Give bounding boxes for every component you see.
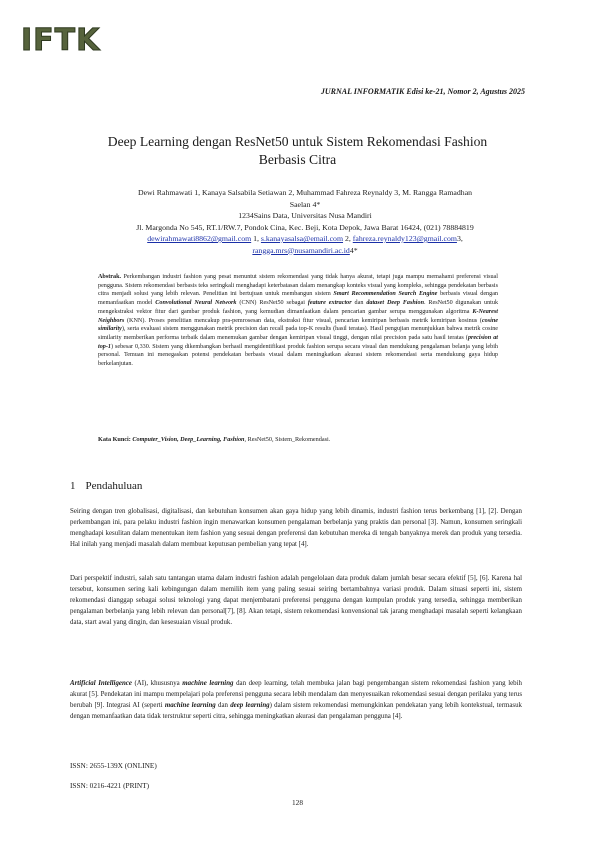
keywords-rest: , ResNet50, Sistem_Rekomendasi. — [244, 436, 331, 443]
body-text: dan deep learning, telah membuka jalan bagi pengembangan sistem rekomendasi fashion yang lebih akurat [5]. Pendekatan ini mampu mempelajari pola preferensi pengguna secara lebih mendalam dan menyesuaikan rekomendasi sesuai dengan perilaku yang terus berubah [9]. Integrasi AI (seperti — [70, 680, 522, 709]
journal-logo — [20, 22, 102, 56]
abstract-term: feature extractor — [307, 300, 352, 307]
title-line-1: Deep Learning dengan ResNet50 untuk Sistem Rekomendasi Fashion — [107, 134, 488, 149]
email-link-4[interactable]: rangga.mrs@nusamandiri.ac.id — [252, 245, 350, 255]
email-link-2[interactable]: s.kanayasalsa@email.com — [260, 234, 344, 243]
issn-online: ISSN: 2655-139X (ONLINE) — [70, 761, 157, 770]
abstract — [98, 273, 498, 369]
body-term: machine learning — [164, 702, 216, 709]
abstract-term: dataset Deep Fashion — [366, 300, 424, 307]
email-link-3[interactable]: fahreza.reynaldy123@gmail.com — [352, 234, 457, 243]
abstract-text: . ResNet50 digunakan untuk mengekstraksi vektor fitur dari gambar produk fashion, yang kemudian dimanfaatkan dalam pencarian gambar serupa menggunakan algoritma — [98, 300, 499, 315]
body-term: Artificial Intelligence — [70, 680, 132, 687]
keywords — [98, 436, 498, 443]
email-sep: 2, — [343, 234, 353, 243]
email-link-1[interactable]: dewirahmawati8862@gmail.com — [147, 234, 252, 243]
abstract-term: precision at top-1 — [98, 334, 498, 350]
body-paragraph-1: Seiring dengan tren globalisasi, digitalisasi, dan kebutuhan konsumen akan gaya hidup yang lebih dinamis, industri fashion terus berkembang [1], [2]. Dengan perkembangan ini, para pelaku industri fashion ingin menawarkan konsumen pengalaman berbelanja yang praktis dan personal [3]. Namun, konsumen seringkali menghadapi kesulitan dalam menentukan item fashion yang sesuai dengan preferensi dan kebutuhan mereka di tengah banyaknya merek dan produk yang tersedia. Hal inilah yang menjadi masalah dalam membuat keputusan pembelian yang tepat [4]. — [70, 508, 522, 548]
abstract-term: cosine similarity — [98, 317, 498, 333]
abstract-text: ), serta evaluasi sistem menggunakan metrik precision dan recall pada top-K results (hasil teratas). Hasil pengujian menunjukkan bahwa metrik cosine similarity memberikan performa terbaik dalam menemukan gambar dengan kemiripan visual tinggi, dengan nilai precision pada satu hasil teratas ( — [98, 326, 498, 341]
logo-text: IFTK — [21, 23, 101, 56]
keywords-italic: Computer_Vision, Deep_Learning, Fashion — [132, 436, 245, 443]
section-title: Pendahuluan — [85, 480, 143, 492]
body-term: machine learning — [182, 680, 234, 687]
abstract-text: dan — [351, 300, 367, 307]
email-sep: 1, — [251, 234, 261, 243]
body-text: (AI), khususnya — [131, 680, 183, 687]
body-term: deep learning — [230, 702, 270, 709]
body-paragraph-3 — [70, 678, 522, 722]
page-number: 128 — [292, 798, 303, 807]
email-sep: 4* — [349, 245, 358, 255]
email-line-2 — [95, 245, 515, 257]
section-heading — [70, 480, 152, 492]
abstract-term: K-Nearest Neighbors — [98, 308, 498, 324]
paper-title — [60, 133, 535, 169]
abstract-text: (CNN) ResNet50 sebagai — [236, 300, 308, 307]
email-line — [95, 233, 515, 245]
abstract-term: Convolutional Neural Network — [155, 300, 237, 307]
title-line-2: Berbasis Citra — [258, 152, 337, 167]
address: Jl. Margonda No 545, RT.1/RW.7, Pondok Cina, Kec. Beji, Kota Depok, Jawa Barat 16424, (021) 78884819 — [136, 222, 474, 232]
body-text: ) dalam sistem rekomendasi memungkinkan pendekatan yang lebih kontekstual, termasuk dengan memanfaatkan data tidak terstruktur seperti citra, sehingga meningkatkan akurasi dan pengalaman pengguna [4]. — [70, 702, 522, 720]
section-number: 1 — [70, 480, 76, 492]
abstract-text: (KNN). Proses penelitian mencakup pra-pemrosesan data, ekstraksi fitur visual, pencarian kemiripan berbasis metrik kemiripan kosinus ( — [124, 317, 482, 324]
issn-print: ISSN: 0216-4221 (PRINT) — [70, 781, 150, 790]
keywords-label: Kata Kunci: — [98, 436, 131, 443]
affiliation: 1234Sains Data, Universitas Nusa Mandiri — [238, 211, 372, 220]
abstract-label: Abstrak. — [98, 274, 122, 280]
author-names-cont: Saelan 4* — [289, 199, 321, 209]
author-names: Dewi Rahmawati 1, Kanaya Salsabila Setiawan 2, Muhammad Fahreza Reynaldy 3, M. Rangga Ramadhan — [137, 188, 473, 197]
journal-issue-line: JURNAL INFORMATIK Edisi ke-21, Nomor 2, Agustus 2025 — [320, 87, 525, 96]
author-block — [95, 187, 515, 256]
abstract-text: ) sebesar 0,330. Sistem yang dikembangkan berhasil mengidentifikasi produk fashion serupa secara visual dan mendukung pengalaman belanja yang lebih personal. Temuan ini menegaskan potensi pendekatan berbasis visual dalam meningkatkan akurasi sistem rekomendasi serta mendukung gaya hidup berkelanjutan. — [98, 343, 498, 368]
abstract-term: Smart Recommendation Search Engine — [333, 291, 438, 298]
abstract-text: Perkembangan industri fashion yang pesat menuntut sistem rekomendasi yang tidak hanya akurat, tetapi juga mampu memahami preferensi visual pengguna. Sistem rekomendasi berbasis teks seringkali menghadapi keterbatasan dalam menangkap konteks visual yang kompleks, sehingga pendekatan berbasis citra menjadi solusi yang lebih relevan. Penelitian ini bertujuan untuk membangun sistem — [98, 274, 498, 298]
email-sep: 3, — [456, 234, 463, 243]
body-paragraph-2: Dari perspektif industri, salah satu tantangan utama dalam industri fashion adalah pengelolaan data produk dalam jumlah besar secara efektif [5], [6]. Karena hal tersebut, konsumen sering kali kebingungan dalam memilih item yang paling sesuai seiring bertambahnya variasi produk. Dalam situasi seperti ini, sistem rekomendasi dianggap sebagai solusi teknologi yang dapat menjembatani preferensi pengguna dengan kumpulan produk yang tersedia, sehingga memberikan pengalaman berbelanja yang lebih relevan dan personal[7], [8]. Akan tetapi, sistem rekomendasi konvensional tak jarang menghadapi masalah seperti kelangkaan data, start awal yang dingin, dan kesesuaian visual produk. — [70, 575, 522, 626]
body-text: dan — [215, 702, 231, 709]
abstract-text: berbasis visual dengan memanfaatkan model — [98, 291, 498, 307]
